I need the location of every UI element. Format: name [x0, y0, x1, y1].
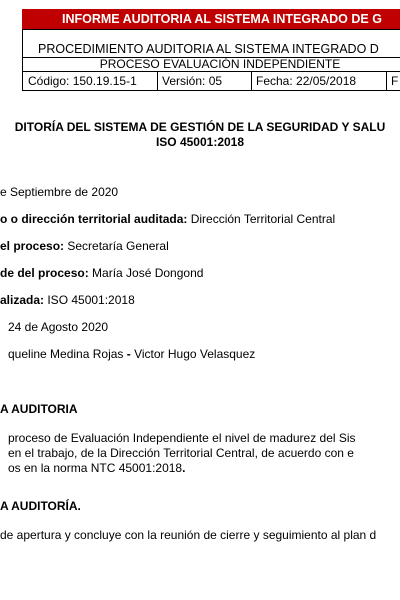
standard-field	[0, 293, 135, 307]
audit-date-field	[0, 185, 118, 199]
report-title: INFORME AUDITORIA AL SISTEMA INTEGRADO DE G	[62, 12, 382, 26]
section-heading-scope: A AUDITORÍA.	[0, 499, 81, 513]
divider	[386, 71, 387, 90]
field-label: de del proceso:	[0, 266, 89, 280]
doc-version: Versión: 05	[162, 74, 223, 88]
process-field	[0, 239, 169, 253]
field-value: e Septiembre de 2020	[0, 185, 119, 199]
field-label: o o dirección territorial auditada:	[0, 212, 188, 226]
auditors-field	[8, 347, 255, 361]
field-value-2: Victor Hugo Velasquez	[130, 347, 256, 361]
field-value: ISO 45001:2018	[44, 293, 135, 307]
process-leader-field	[0, 266, 203, 280]
divider	[22, 29, 400, 30]
report-heading-line-1: DITORÍA DEL SISTEMA DE GESTIÓN DE LA SEGURIDAD Y SALU	[14, 120, 386, 134]
field-value: María José Dongond	[88, 266, 204, 280]
divider	[22, 71, 400, 72]
procedure-line-2: PROCESO EVALUACIÓN INDEPENDIENTE	[99, 57, 341, 71]
field-value: queline Medina Rojas	[8, 347, 127, 361]
report-date-field	[8, 320, 108, 334]
report-title-bar	[22, 9, 400, 29]
field-label: el proceso:	[0, 239, 65, 253]
field-value: Dirección Territorial Central	[187, 212, 336, 226]
field-separator: -	[126, 347, 131, 361]
report-heading-line-2: ISO 45001:2018	[155, 135, 245, 149]
procedure-line-1: PROCEDIMIENTO AUDITORIA AL SISTEMA INTEGRADO D	[38, 42, 379, 56]
audited-territory-field	[0, 212, 335, 226]
divider	[22, 90, 400, 91]
divider	[157, 71, 158, 90]
doc-code: Código: 150.19.15-1	[28, 74, 137, 88]
section-text: de apertura y concluye con la reunión de cierre y seguimiento al plan d	[0, 528, 377, 542]
section-text: os en la norma NTC 45001:2018.	[8, 461, 186, 475]
doc-date: Fecha: 22/05/2018	[256, 74, 357, 88]
divider	[251, 71, 252, 90]
field-value: 24 de Agosto 2020	[8, 320, 109, 334]
field-value: Secretaría General	[64, 239, 169, 253]
section-heading-objective: A AUDITORIA	[0, 402, 78, 416]
field-label: alizada:	[0, 293, 45, 307]
doc-page: F	[391, 74, 399, 88]
section-text: en el trabajo, de la Dirección Territorial Central, de acuerdo con e	[8, 446, 354, 460]
section-text: proceso de Evaluación Independiente el nivel de madurez del Sis	[8, 431, 356, 445]
